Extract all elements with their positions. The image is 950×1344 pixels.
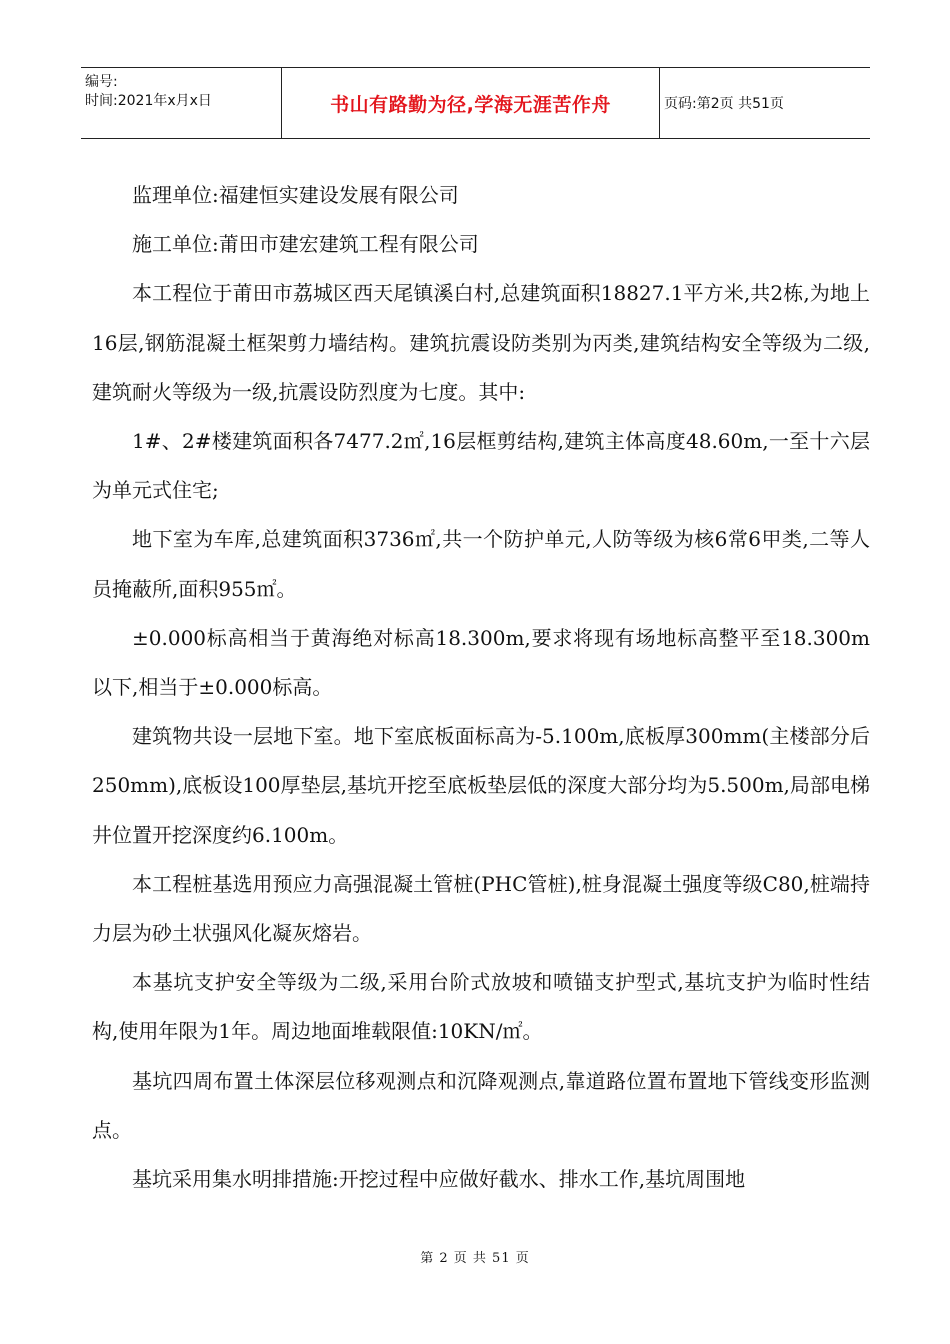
header-page-info: 页码:第2页 共51页: [664, 96, 784, 112]
page-header: [81, 67, 870, 139]
paragraph-project-overview: 本工程位于莆田市荔城区西天尾镇溪白村,总建筑面积18827.1平方米,共2栋,为地上16层,钢筋混凝土框架剪力墙结构。建筑抗震设防类别为丙类,建筑结构安全等级为二级,建筑耐火等级为一级,抗震设防烈度为七度。其中:: [92, 281, 870, 404]
paragraph-basement: 地下室为车库,总建筑面积3736㎡,共一个防护单元,人防等级为核6常6甲类,二等人员掩蔽所,面积955㎡。: [92, 527, 870, 601]
document-body: [92, 171, 870, 1204]
header-meta: [81, 68, 282, 138]
document-date: 时间:2021年x月x日: [85, 93, 212, 109]
paragraph-pit-support: 本基坑支护安全等级为二级,采用台阶式放坡和喷锚支护型式,基坑支护为临时性结构,使用年限为1年。周边地面堆载限值:10KN/㎡。: [92, 970, 870, 1044]
paragraph-elevation: ±0.000标高相当于黄海绝对标高18.300m,要求将现有场地标高整平至18.300m以下,相当于±0.000标高。: [92, 625, 870, 700]
paragraph-drainage: 基坑采用集水明排措施:开挖过程中应做好截水、排水工作,基坑周围地: [132, 1167, 746, 1192]
paragraph-basement-structure: 建筑物共设一层地下室。地下室底板面标高为-5.100m,底板厚300mm(主楼部分后250mm),底板设100厚垫层,基坑开挖至底板垫层低的深度大部分均为5.500m,局部电梯井位置开挖深度约6.100m。: [92, 724, 870, 847]
header-motto: 书山有路勤为径,学海无涯苦作舟: [282, 68, 660, 138]
page-footer: 第 2 页 共 51 页: [420, 1251, 530, 1266]
document-number-label: 编号:: [85, 74, 118, 90]
paragraph-buildings: 1#、2#楼建筑面积各7477.2㎡,16层框剪结构,建筑主体高度48.60m,一至十六层为单元式住宅;: [92, 429, 870, 503]
paragraph-contractor: 施工单位:莆田市建宏建筑工程有限公司: [132, 232, 479, 257]
paragraph-monitoring: 基坑四周布置土体深层位移观测点和沉降观测点,靠道路位置布置地下管线变形监测点。: [92, 1068, 870, 1142]
paragraph-pile-foundation: 本工程桩基选用预应力高强混凝土管桩(PHC管桩),桩身混凝土强度等级C80,桩端持力层为砂土状强风化凝灰熔岩。: [92, 871, 870, 946]
paragraph-supervisor: 监理单位:福建恒实建设发展有限公司: [132, 183, 459, 207]
